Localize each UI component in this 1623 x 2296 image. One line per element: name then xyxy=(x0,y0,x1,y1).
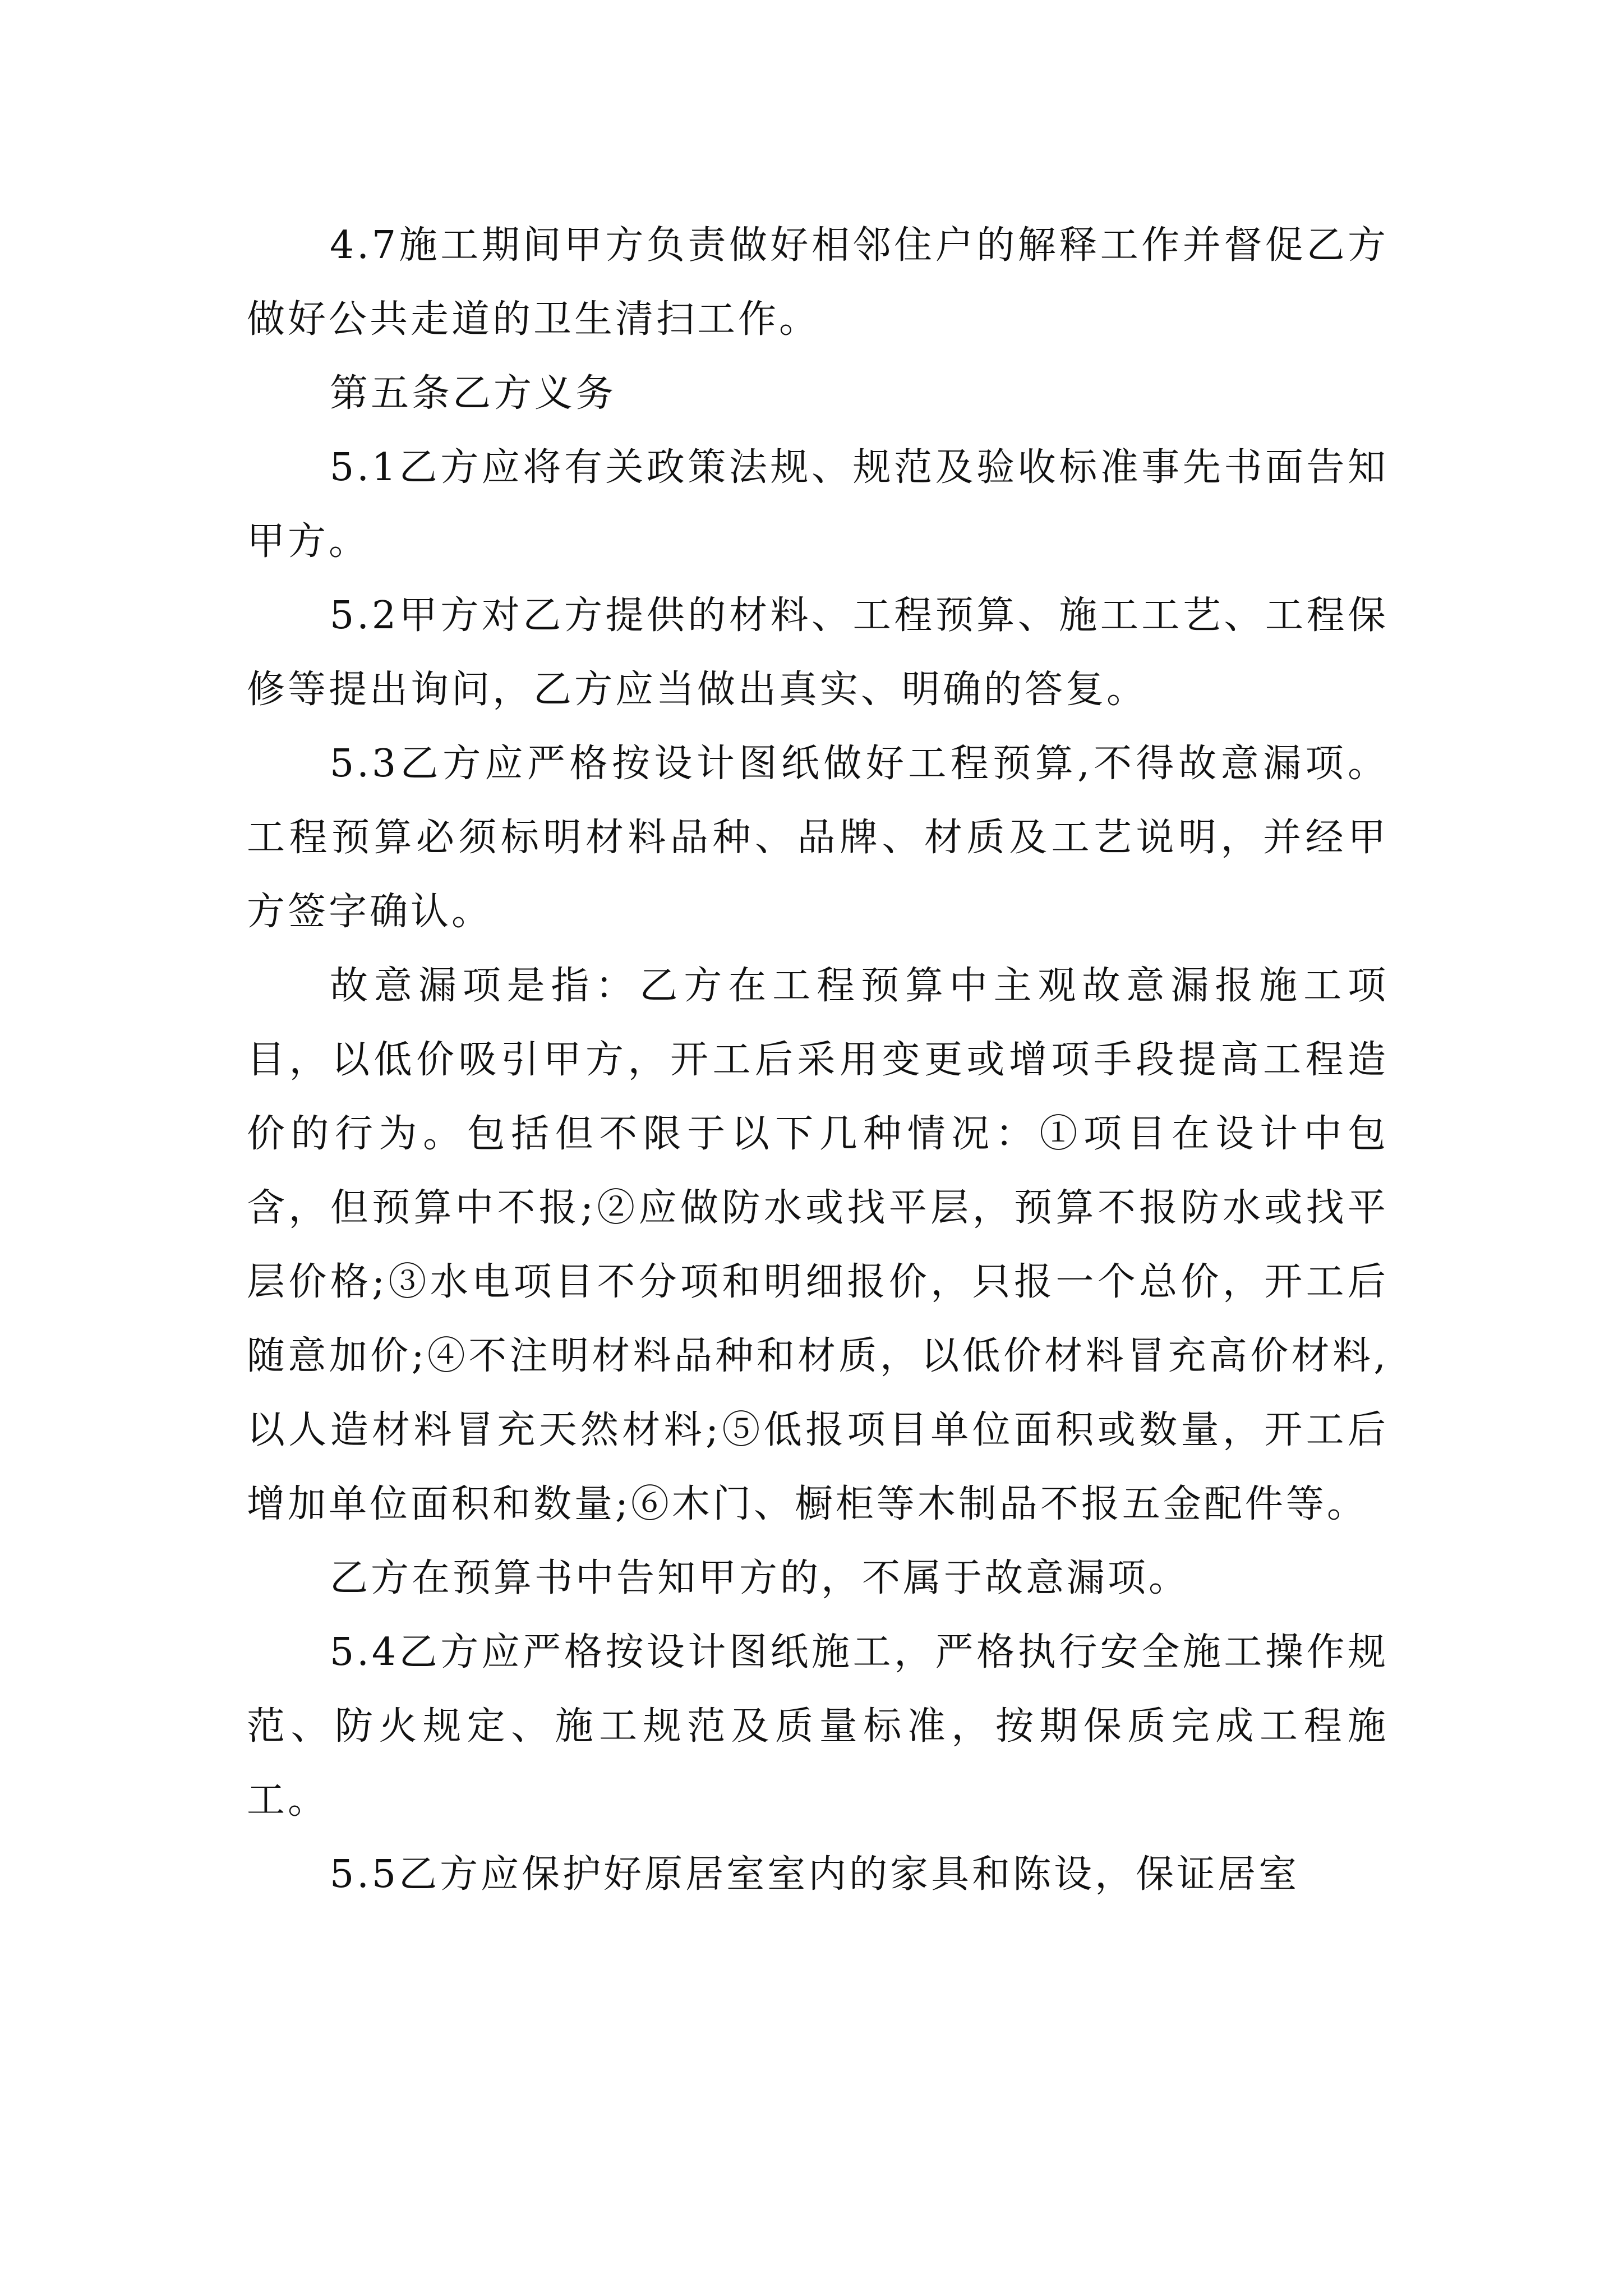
paragraph-omission-definition: 故意漏项是指：乙方在工程预算中主观故意漏报施工项目，以低价吸引甲方，开工后采用变更或增项手段提高工程造价的行为。包括但不限于以下几种情况：①项目在设计中包含，但预算中不报;②应做防水或找平层，预算不报防水或找平层价格;③水电项目不分项和明细报价，只报一个总价，开工后随意加价;④不注明材料品种和材质，以低价材料冒充高价材料,以人造材料冒充天然材料;⑤低报项目单位面积或数量，开工后增加单位面积和数量;⑥木门、橱柜等木制品不报五金配件等。 xyxy=(247,964,1389,1526)
section-heading-article-5: 第五条乙方义务 xyxy=(330,371,617,416)
paragraph-5-1: 5.1乙方应将有关政策法规、规范及验收标准事先书面告知甲方。 xyxy=(247,445,1389,564)
paragraph-omission-exception: 乙方在预算书中告知甲方的，不属于故意漏项。 xyxy=(330,1556,1190,1600)
document-body xyxy=(247,209,1389,1912)
paragraph-4-7: 4.7施工期间甲方负责做好相邻住户的解释工作并督促乙方做好公共走道的卫生清扫工作。 xyxy=(247,223,1389,342)
paragraph-5-4: 5.4乙方应严格按设计图纸施工，严格执行安全施工操作规范、防火规定、施工规范及质量标准，按期保质完成工程施工。 xyxy=(247,1630,1389,1823)
paragraph-5-5: 5.5乙方应保护好原居室室内的家具和陈设，保证居室 xyxy=(330,1852,1300,1897)
paragraph-5-3: 5.3乙方应严格按设计图纸做好工程预算,不得故意漏项。工程预算必须标明材料品种、品牌、材质及工艺说明，并经甲方签字确认。 xyxy=(247,742,1389,934)
paragraph-5-2: 5.2甲方对乙方提供的材料、工程预算、施工工艺、工程保修等提出询问，乙方应当做出真实、明确的答复。 xyxy=(247,593,1389,712)
